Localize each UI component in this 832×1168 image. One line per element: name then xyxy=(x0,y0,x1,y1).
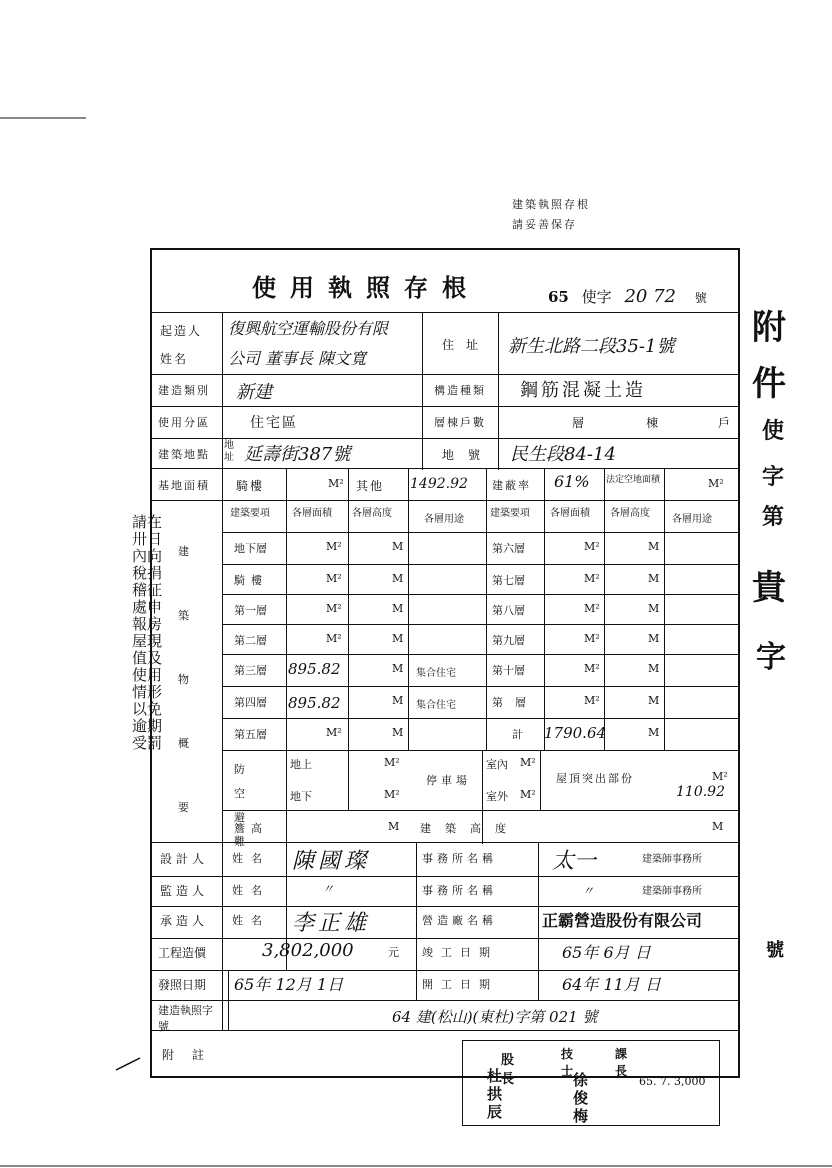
col-header-area-left: 各層面積 xyxy=(292,508,332,519)
unit-m-l2: M xyxy=(392,602,404,615)
side-label: 建築物概要 xyxy=(178,545,189,814)
floors-label: 層棟戶數 xyxy=(434,416,486,429)
supervisor-office: 〃 xyxy=(582,884,595,898)
total-area: 1790.64 xyxy=(544,724,607,742)
zone-value: 住宅區 xyxy=(250,415,298,431)
left-margin-notes: 請在卅日內向稅捐稽征處申報房屋現值及使用情形以免逾期受罰 xyxy=(132,513,163,752)
roof-unit: M² xyxy=(712,770,728,783)
zone-label: 使用分區 xyxy=(158,416,210,429)
complete-value: 65年 6月 日 xyxy=(562,943,651,962)
lot-label: 地號 xyxy=(442,448,495,462)
unit-m2-l2: M² xyxy=(326,602,342,615)
building-type-label: 建造類別 xyxy=(158,384,210,397)
roof-label: 屋頂突出部份 xyxy=(556,772,634,785)
eave-unit: M xyxy=(388,820,400,833)
stamp-c: 課長 xyxy=(615,1047,628,1078)
unit-m2-r0: M² xyxy=(584,540,600,553)
right-floor-4: 第十層 xyxy=(492,664,525,677)
arcade-label: 騎樓 xyxy=(236,479,265,493)
left-floor-4: 第三層 xyxy=(234,664,267,677)
left-floor-6: 第五層 xyxy=(234,728,267,741)
eave-label: 簷高 xyxy=(234,822,268,835)
shelter-above: 地上 xyxy=(290,758,312,771)
designer-value: 陳國璨 xyxy=(292,849,371,874)
designer-label: 設計人 xyxy=(160,852,209,866)
supervisor-value: 〃 xyxy=(322,882,335,896)
unit-m-r1: M xyxy=(648,572,660,585)
right-floor-6: 計 xyxy=(512,728,523,741)
col-header-height-left: 各層高度 xyxy=(352,508,392,519)
unit-m-r6: M xyxy=(648,726,660,739)
use-floor-3: 集合住宅 xyxy=(416,668,456,679)
supervisor-name-label: 姓名 xyxy=(232,884,270,897)
supervisor-label: 監造人 xyxy=(160,884,209,898)
roof-value: 110.92 xyxy=(676,784,725,800)
other-label: 其他 xyxy=(356,479,385,493)
right-char-1: 件 xyxy=(752,364,786,404)
address-label: 住址 xyxy=(442,338,491,352)
designer-name-label: 姓名 xyxy=(232,852,270,865)
parking-outdoor: 室外 xyxy=(486,790,508,803)
unit-m-r0: M xyxy=(648,540,660,553)
structure-value: 鋼筋混凝土造 xyxy=(520,380,646,401)
use-floor-4: 集合住宅 xyxy=(416,700,456,711)
unit-m2-r3: M² xyxy=(584,632,600,645)
legal-label: 法定空地面積 xyxy=(606,475,661,485)
parking-indoor: 室內 xyxy=(486,758,508,771)
floors-unit-2: 棟 xyxy=(646,416,659,430)
start-label: 開工日期 xyxy=(422,978,498,991)
unit-m2-r4: M² xyxy=(584,662,600,675)
col-header-height-right: 各層高度 xyxy=(610,508,650,519)
unit-m2-l3: M² xyxy=(326,632,342,645)
shelter-above-unit: M² xyxy=(384,756,400,769)
unit-m2-l0: M² xyxy=(326,540,342,553)
contractor-name-label: 姓名 xyxy=(232,914,270,927)
col-header-item-right: 建築要項 xyxy=(490,508,530,519)
right-floor-0: 第六層 xyxy=(492,542,525,555)
cost-label: 工程造價 xyxy=(158,946,207,960)
permit-suffix: 號 xyxy=(694,291,707,305)
area-label: 基地面積 xyxy=(158,479,210,492)
area-floor-4: 895.82 xyxy=(288,694,341,712)
left-floor-0: 地下層 xyxy=(234,542,267,555)
applicant-value-1: 復興航空運輸股份有限 xyxy=(228,319,389,338)
unit-m-l3: M xyxy=(392,632,404,645)
right-char-4: 第 xyxy=(762,504,785,530)
supervisor-office-suffix: 建築師事務所 xyxy=(642,886,702,897)
building-type-value: 新建 xyxy=(236,382,272,403)
unit-m-l5: M xyxy=(392,694,404,707)
parking-indoor-unit: M² xyxy=(520,756,536,769)
right-char-0: 附 xyxy=(752,308,786,348)
applicant-label-2: 姓名 xyxy=(160,352,189,366)
contractor-label: 承造人 xyxy=(160,914,209,928)
applicant-value-2: 公司 董事長 陳文寬 xyxy=(228,349,367,368)
top-stamp-line2: 請妥善保存 xyxy=(512,218,577,231)
unit-m2-l6: M² xyxy=(326,726,342,739)
designer-office-label: 事務所名稱 xyxy=(422,852,497,865)
right-char-7: 號 xyxy=(766,940,784,961)
floors-unit-1: 層 xyxy=(572,416,585,430)
parking-outdoor-unit: M² xyxy=(520,788,536,801)
location-sub: 地址 xyxy=(224,440,234,463)
supervisor-office-label: 事務所名稱 xyxy=(422,884,497,897)
col-header-use-left: 各層用途 xyxy=(424,514,464,525)
location-value: 延壽街387號 xyxy=(244,444,351,465)
shelter-below-unit: M² xyxy=(384,788,400,801)
designer-office: 太一 xyxy=(552,849,597,874)
floors-unit-3: 戶 xyxy=(718,416,731,430)
stamp-f: 65. 7. 3,000 xyxy=(639,1075,706,1088)
unit-m2-r1: M² xyxy=(584,572,600,585)
right-floor-1: 第七層 xyxy=(492,574,525,587)
right-char-5: 貴 xyxy=(752,568,786,608)
height-unit: M xyxy=(712,820,724,833)
cost-yuan: 元 xyxy=(388,946,399,959)
parking-label: 停車場 xyxy=(426,774,471,787)
issue-label: 發照日期 xyxy=(158,978,207,992)
form-title: 使用執照存根 xyxy=(252,273,480,302)
stamp-b: 技士 xyxy=(561,1047,574,1078)
left-floor-3: 第二層 xyxy=(234,634,267,647)
location-label: 建築地點 xyxy=(158,448,210,461)
lot-value: 民生段84-14 xyxy=(510,444,616,465)
applicant-label-1: 起造人 xyxy=(160,324,203,338)
stamp-a: 股長 xyxy=(501,1053,515,1087)
left-floor-1: 騎樓 xyxy=(234,574,268,587)
top-stamp-line1: 建築執照存根 xyxy=(512,198,590,211)
contractor-factory-label: 營造廠名稱 xyxy=(422,914,497,927)
unit-m-l4: M xyxy=(392,662,404,675)
right-char-3: 字 xyxy=(762,464,785,490)
ratio-label: 建蔽率 xyxy=(492,479,531,492)
permit-label: 建造執照字號 xyxy=(158,1004,213,1033)
unit-m-l6: M xyxy=(392,726,404,739)
permit-year: 65 xyxy=(548,288,569,306)
right-floor-3: 第九層 xyxy=(492,634,525,647)
unit-m-l0: M xyxy=(392,540,404,553)
contractor-firm: 正霸營造股份有限公司 xyxy=(542,911,703,930)
area-floor-3: 895.82 xyxy=(288,660,341,678)
left-floor-2: 第一層 xyxy=(234,604,267,617)
unit-m-r3: M xyxy=(648,632,660,645)
shelter-label: 防空避難 xyxy=(234,763,259,848)
unit-m2-r5: M² xyxy=(584,694,600,707)
unit-m-l1: M xyxy=(392,572,404,585)
left-floor-5: 第四層 xyxy=(234,696,267,709)
arcade-unit: M² xyxy=(328,477,344,490)
unit-m-r5: M xyxy=(648,694,660,707)
notes-label: 附註 xyxy=(162,1048,223,1062)
permit-value: 64 建(松山)(東杜)字第 021 號 xyxy=(392,1008,598,1026)
stamp-d: 杜拱辰 xyxy=(487,1067,503,1121)
permit-prefix: 使字 xyxy=(581,288,612,306)
designer-office-suffix: 建築師事務所 xyxy=(642,854,702,865)
contractor-value: 李正雄 xyxy=(292,911,371,936)
col-header-use-right: 各層用途 xyxy=(672,514,712,525)
unit-m-r4: M xyxy=(648,662,660,675)
col-header-area-right: 各層面積 xyxy=(550,508,590,519)
other-value: 1492.92 xyxy=(410,476,468,492)
structure-label: 構造種類 xyxy=(434,384,486,397)
stamp-e: 徐俊梅 xyxy=(573,1071,589,1125)
complete-label: 竣工日期 xyxy=(422,946,498,959)
right-floor-5: 第層 xyxy=(492,696,538,709)
ratio-value: 61% xyxy=(554,472,590,491)
address-value: 新生北路二段35-1號 xyxy=(508,336,675,357)
unit-m2-r2: M² xyxy=(584,602,600,615)
unit-m2-l1: M² xyxy=(326,572,342,585)
legal-unit: M² xyxy=(708,477,724,490)
right-char-2: 使 xyxy=(762,418,785,444)
unit-m-r2: M xyxy=(648,602,660,615)
height-label: 建築高度 xyxy=(420,822,520,835)
right-floor-2: 第八層 xyxy=(492,604,525,617)
issue-value: 65年 12月 1日 xyxy=(234,975,344,994)
permit-serial: 20 72 xyxy=(624,286,676,307)
shelter-below: 地下 xyxy=(290,790,312,803)
start-value: 64年 11月 日 xyxy=(562,975,661,994)
cost-value: 3,802,000 xyxy=(262,940,354,961)
col-header-item-left: 建築要項 xyxy=(230,508,270,519)
right-char-6: 字 xyxy=(756,640,786,675)
